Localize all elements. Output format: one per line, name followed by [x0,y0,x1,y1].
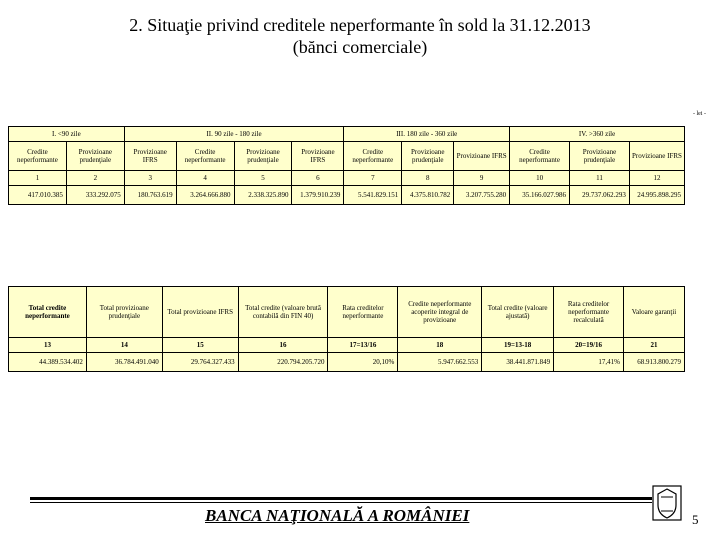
value-cell: 24.995.898.295 [629,186,684,205]
column-index: 2 [66,171,124,186]
column-index: 9 [454,171,510,186]
footer-divider-thin [30,502,670,503]
value-cell: 35.166.027.986 [510,186,570,205]
value-cell: 417.010.385 [9,186,67,205]
column-header: Provizioane prudenţiale [234,142,292,171]
value-cell: 29.737.062.293 [570,186,630,205]
value-cell: 3.207.755.280 [454,186,510,205]
title-line-2: (bănci comerciale) [292,37,428,57]
value-cell: 1.379.910.239 [292,186,344,205]
column-header: Provizioane IFRS [629,142,684,171]
column-index: 19=13-18 [482,338,554,353]
column-header: Provizioane IFRS [124,142,176,171]
column-index: 16 [238,338,328,353]
group-header: II. 90 zile - 180 zile [124,127,344,142]
value-cell: 3.264.666.880 [176,186,234,205]
column-header: Valoare garanţii [624,287,685,338]
value-cell: 180.763.619 [124,186,176,205]
value-cell: 333.292.075 [66,186,124,205]
column-index: 11 [570,171,630,186]
column-index: 1 [9,171,67,186]
column-header: Credite neperformante [510,142,570,171]
column-index: 18 [398,338,482,353]
value-cell: 4.375.810.782 [402,186,454,205]
column-header: Provizioane prudenţiale [66,142,124,171]
group-header: I. <90 zile [9,127,125,142]
group-header: IV. >360 zile [510,127,685,142]
bank-name: BANCA NAŢIONALĂ A ROMÂNIEI [205,506,470,525]
column-index: 3 [124,171,176,186]
value-cell: 68.913.800.279 [624,353,685,372]
column-index: 6 [292,171,344,186]
column-index: 12 [629,171,684,186]
overdue-loans-table [8,126,685,205]
column-index: 7 [344,171,402,186]
column-header: Credite neperformante [176,142,234,171]
value-cell: 44.389.534.402 [9,353,87,372]
column-index: 4 [176,171,234,186]
bnr-logo-icon [652,485,682,521]
value-cell: 36.784.491.040 [86,353,162,372]
value-cell: 17,41% [554,353,624,372]
column-header: Total provizioane IFRS [162,287,238,338]
column-index: 17=13/16 [328,338,398,353]
column-index: 10 [510,171,570,186]
column-header: Rata creditelor neperformante [328,287,398,338]
column-header: Provizioane IFRS [454,142,510,171]
column-index: 20=19/16 [554,338,624,353]
value-cell: 220.794.205.720 [238,353,328,372]
column-header: Credite neperformante [344,142,402,171]
title-line-1: 2. Situaţie privind creditele neperformante în sold la 31.12.2013 [129,15,591,35]
value-cell: 2.338.325.890 [234,186,292,205]
column-header: Total credite neperformante [9,287,87,338]
column-header: Total credite (valoare ajustată) [482,287,554,338]
value-cell: 29.764.327.433 [162,353,238,372]
column-index: 21 [624,338,685,353]
column-index: 15 [162,338,238,353]
page-number: 5 [692,512,699,527]
column-index: 13 [9,338,87,353]
column-header: Provizioane prudenţiale [570,142,630,171]
column-header: Rata creditelor neperformante recalculată [554,287,624,338]
totals-table [8,286,685,372]
column-index: 8 [402,171,454,186]
page-title [0,14,720,58]
column-header: Credite neperformante [9,142,67,171]
group-header: III. 180 zile - 360 zile [344,127,510,142]
column-header: Total provizioane prudenţiale [86,287,162,338]
column-index: 5 [234,171,292,186]
value-cell: 5.541.829.151 [344,186,402,205]
column-index: 14 [86,338,162,353]
column-header: Credite neperformante acoperite integral de provizioane [398,287,482,338]
column-header: Provizioane prudenţiale [402,142,454,171]
column-header: Provizioane IFRS [292,142,344,171]
value-cell: 20,10% [328,353,398,372]
value-cell: 5.947.662.553 [398,353,482,372]
footer-divider [30,497,670,500]
value-cell: 38.441.871.849 [482,353,554,372]
unit-label: - lei - [693,111,706,117]
column-header: Total credite (valoare brută contabilă din FIN 40) [238,287,328,338]
